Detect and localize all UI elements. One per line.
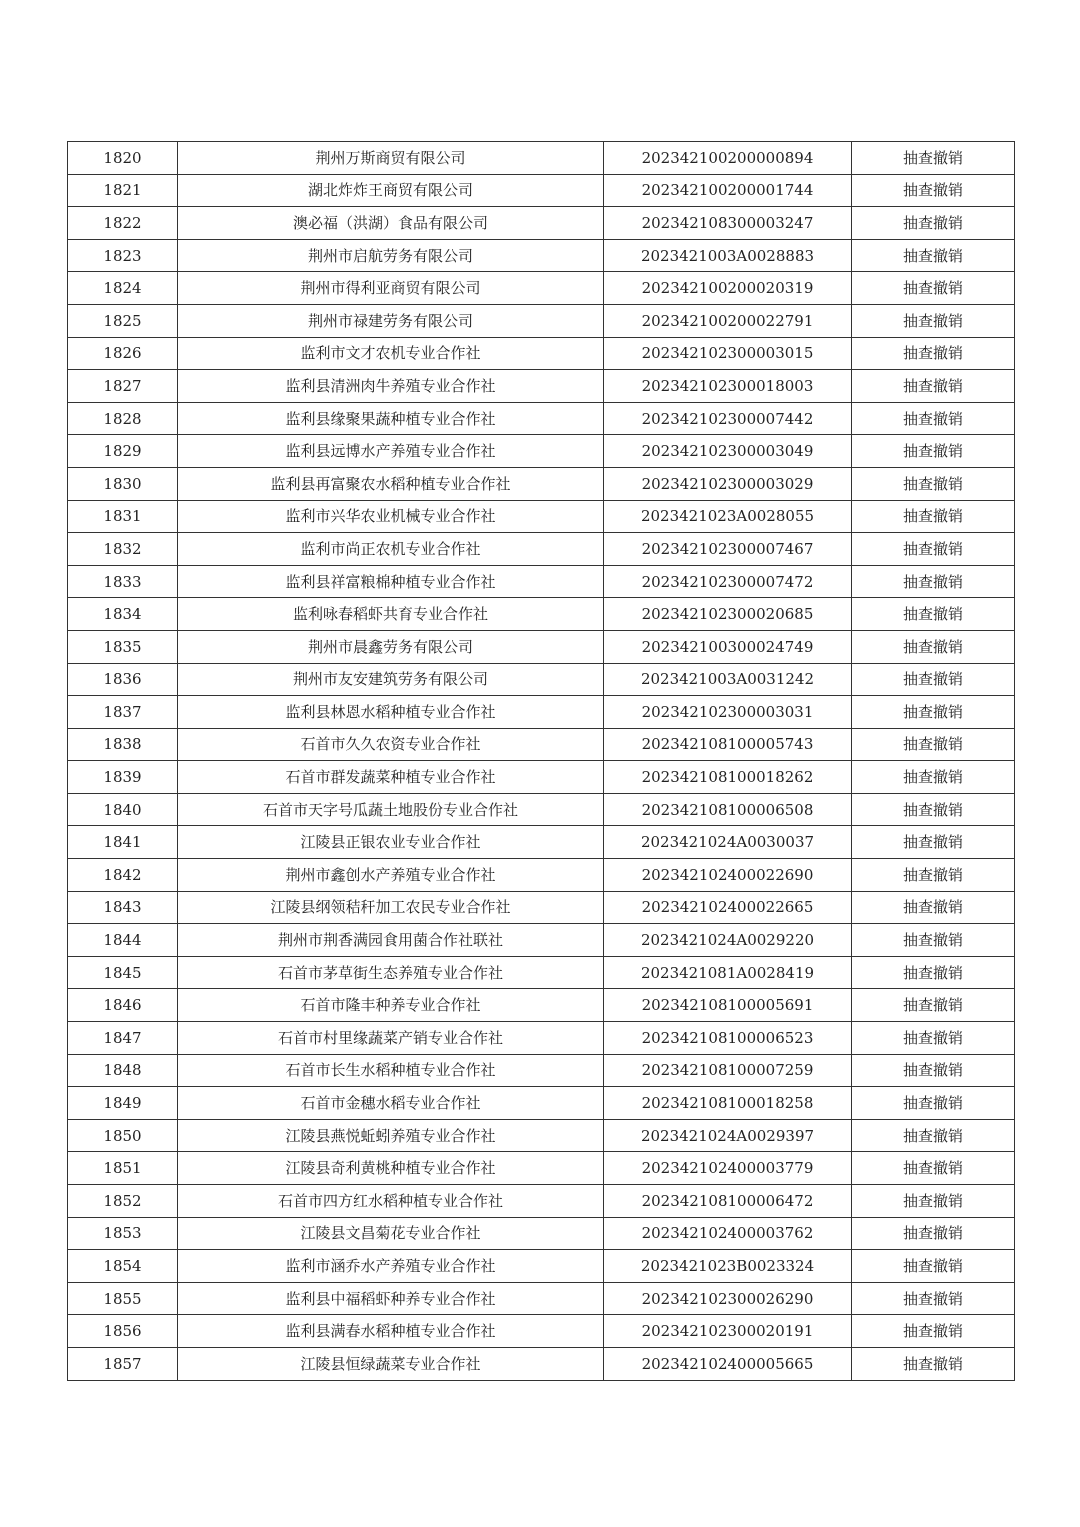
row-number-cell: 1830 [68, 467, 178, 500]
row-number-cell: 1843 [68, 891, 178, 924]
company-name-cell: 监利市尚正农机专业合作社 [178, 533, 604, 566]
registration-code-cell: 202342102300003031 [604, 696, 852, 729]
row-number-cell: 1822 [68, 207, 178, 240]
row-number-cell: 1829 [68, 435, 178, 468]
status-cell: 抽查撤销 [852, 1152, 1015, 1185]
status-cell: 抽查撤销 [852, 1315, 1015, 1348]
row-number-cell: 1831 [68, 500, 178, 533]
table-row [68, 696, 1015, 729]
revocation-table [67, 141, 1015, 1381]
status-cell: 抽查撤销 [852, 891, 1015, 924]
company-name-cell: 石首市天字号瓜蔬土地股份专业合作社 [178, 793, 604, 826]
registration-code-cell: 202342108100006508 [604, 793, 852, 826]
table-row [68, 533, 1015, 566]
table-row [68, 630, 1015, 663]
row-number-cell: 1821 [68, 174, 178, 207]
registration-code-cell: 2023421023A0028055 [604, 500, 852, 533]
company-name-cell: 监利县满春水稻种植专业合作社 [178, 1315, 604, 1348]
status-cell: 抽查撤销 [852, 728, 1015, 761]
company-name-cell: 石首市村里缘蔬菜产销专业合作社 [178, 1022, 604, 1055]
company-name-cell: 荆州市启航劳务有限公司 [178, 239, 604, 272]
status-cell: 抽查撤销 [852, 956, 1015, 989]
registration-code-cell: 2023421024A0029220 [604, 924, 852, 957]
row-number-cell: 1844 [68, 924, 178, 957]
registration-code-cell: 202342100300024749 [604, 630, 852, 663]
table-row [68, 761, 1015, 794]
row-number-cell: 1857 [68, 1347, 178, 1380]
table-row [68, 337, 1015, 370]
registration-code-cell: 202342102300007467 [604, 533, 852, 566]
company-name-cell: 监利市涵乔水产养殖专业合作社 [178, 1250, 604, 1283]
registration-code-cell: 202342102400022690 [604, 859, 852, 892]
table-row [68, 207, 1015, 240]
table-body [68, 142, 1015, 1381]
registration-code-cell: 202342102300020685 [604, 598, 852, 631]
registration-code-cell: 2023421003A0031242 [604, 663, 852, 696]
status-cell: 抽查撤销 [852, 1185, 1015, 1218]
table-row [68, 370, 1015, 403]
registration-code-cell: 202342100200020319 [604, 272, 852, 305]
row-number-cell: 1835 [68, 630, 178, 663]
company-name-cell: 监利咏春稻虾共育专业合作社 [178, 598, 604, 631]
table-row [68, 1087, 1015, 1120]
table-row [68, 1217, 1015, 1250]
status-cell: 抽查撤销 [852, 1054, 1015, 1087]
status-cell: 抽查撤销 [852, 1347, 1015, 1380]
company-name-cell: 监利市兴华农业机械专业合作社 [178, 500, 604, 533]
registration-code-cell: 202342108100006472 [604, 1185, 852, 1218]
table-row [68, 989, 1015, 1022]
row-number-cell: 1823 [68, 239, 178, 272]
status-cell: 抽查撤销 [852, 142, 1015, 175]
row-number-cell: 1820 [68, 142, 178, 175]
row-number-cell: 1845 [68, 956, 178, 989]
row-number-cell: 1856 [68, 1315, 178, 1348]
status-cell: 抽查撤销 [852, 337, 1015, 370]
status-cell: 抽查撤销 [852, 207, 1015, 240]
status-cell: 抽查撤销 [852, 565, 1015, 598]
row-number-cell: 1846 [68, 989, 178, 1022]
company-name-cell: 石首市隆丰种养专业合作社 [178, 989, 604, 1022]
status-cell: 抽查撤销 [852, 696, 1015, 729]
registration-code-cell: 202342108100005691 [604, 989, 852, 1022]
table-row [68, 1315, 1015, 1348]
company-name-cell: 监利县中福稻虾种养专业合作社 [178, 1282, 604, 1315]
row-number-cell: 1847 [68, 1022, 178, 1055]
row-number-cell: 1849 [68, 1087, 178, 1120]
table-row [68, 174, 1015, 207]
company-name-cell: 监利县远博水产养殖专业合作社 [178, 435, 604, 468]
table-row [68, 956, 1015, 989]
company-name-cell: 澳必福（洪湖）食品有限公司 [178, 207, 604, 240]
registration-code-cell: 202342102300003049 [604, 435, 852, 468]
row-number-cell: 1834 [68, 598, 178, 631]
registration-code-cell: 2023421024A0030037 [604, 826, 852, 859]
row-number-cell: 1838 [68, 728, 178, 761]
row-number-cell: 1842 [68, 859, 178, 892]
table-row [68, 891, 1015, 924]
registration-code-cell: 202342100200022791 [604, 304, 852, 337]
status-cell: 抽查撤销 [852, 1217, 1015, 1250]
status-cell: 抽查撤销 [852, 630, 1015, 663]
status-cell: 抽查撤销 [852, 793, 1015, 826]
table-row [68, 272, 1015, 305]
registration-code-cell: 202342108300003247 [604, 207, 852, 240]
table-row [68, 1250, 1015, 1283]
row-number-cell: 1840 [68, 793, 178, 826]
row-number-cell: 1825 [68, 304, 178, 337]
row-number-cell: 1854 [68, 1250, 178, 1283]
registration-code-cell: 202342102400022665 [604, 891, 852, 924]
status-cell: 抽查撤销 [852, 500, 1015, 533]
company-name-cell: 湖北炸炸王商贸有限公司 [178, 174, 604, 207]
table-row [68, 402, 1015, 435]
company-name-cell: 荆州万斯商贸有限公司 [178, 142, 604, 175]
status-cell: 抽查撤销 [852, 239, 1015, 272]
registration-code-cell: 2023421024A0029397 [604, 1119, 852, 1152]
row-number-cell: 1855 [68, 1282, 178, 1315]
status-cell: 抽查撤销 [852, 174, 1015, 207]
table-row [68, 239, 1015, 272]
company-name-cell: 江陵县纲领秸秆加工农民专业合作社 [178, 891, 604, 924]
registration-code-cell: 202342108100007259 [604, 1054, 852, 1087]
status-cell: 抽查撤销 [852, 1022, 1015, 1055]
status-cell: 抽查撤销 [852, 370, 1015, 403]
status-cell: 抽查撤销 [852, 663, 1015, 696]
status-cell: 抽查撤销 [852, 467, 1015, 500]
table-row [68, 826, 1015, 859]
status-cell: 抽查撤销 [852, 533, 1015, 566]
company-name-cell: 石首市茅草街生态养殖专业合作社 [178, 956, 604, 989]
table-row [68, 565, 1015, 598]
registration-code-cell: 2023421023B0023324 [604, 1250, 852, 1283]
company-name-cell: 荆州市得利亚商贸有限公司 [178, 272, 604, 305]
registration-code-cell: 202342108100018262 [604, 761, 852, 794]
revocation-table-container [67, 141, 1014, 1381]
status-cell: 抽查撤销 [852, 924, 1015, 957]
company-name-cell: 石首市四方红水稻种植专业合作社 [178, 1185, 604, 1218]
registration-code-cell: 202342102300020191 [604, 1315, 852, 1348]
company-name-cell: 监利县祥富粮棉种植专业合作社 [178, 565, 604, 598]
company-name-cell: 监利县林恩水稻种植专业合作社 [178, 696, 604, 729]
status-cell: 抽查撤销 [852, 272, 1015, 305]
company-name-cell: 石首市久久农资专业合作社 [178, 728, 604, 761]
registration-code-cell: 202342108100005743 [604, 728, 852, 761]
company-name-cell: 石首市群发蔬菜种植专业合作社 [178, 761, 604, 794]
company-name-cell: 荆州市鑫创水产养殖专业合作社 [178, 859, 604, 892]
status-cell: 抽查撤销 [852, 859, 1015, 892]
table-row [68, 663, 1015, 696]
registration-code-cell: 202342102300003015 [604, 337, 852, 370]
company-name-cell: 江陵县奇利黄桃种植专业合作社 [178, 1152, 604, 1185]
table-row [68, 1282, 1015, 1315]
row-number-cell: 1841 [68, 826, 178, 859]
row-number-cell: 1836 [68, 663, 178, 696]
row-number-cell: 1824 [68, 272, 178, 305]
table-row [68, 304, 1015, 337]
registration-code-cell: 202342100200001744 [604, 174, 852, 207]
company-name-cell: 荆州市荆香满园食用菌合作社联社 [178, 924, 604, 957]
row-number-cell: 1833 [68, 565, 178, 598]
status-cell: 抽查撤销 [852, 1250, 1015, 1283]
row-number-cell: 1826 [68, 337, 178, 370]
table-row [68, 1185, 1015, 1218]
table-row [68, 467, 1015, 500]
table-row [68, 435, 1015, 468]
company-name-cell: 荆州市禄建劳务有限公司 [178, 304, 604, 337]
status-cell: 抽查撤销 [852, 598, 1015, 631]
company-name-cell: 荆州市晨鑫劳务有限公司 [178, 630, 604, 663]
table-row [68, 142, 1015, 175]
status-cell: 抽查撤销 [852, 1087, 1015, 1120]
table-row [68, 728, 1015, 761]
registration-code-cell: 2023421003A0028883 [604, 239, 852, 272]
table-row [68, 1119, 1015, 1152]
company-name-cell: 荆州市友安建筑劳务有限公司 [178, 663, 604, 696]
status-cell: 抽查撤销 [852, 761, 1015, 794]
table-row [68, 500, 1015, 533]
registration-code-cell: 202342102400003762 [604, 1217, 852, 1250]
status-cell: 抽查撤销 [852, 435, 1015, 468]
company-name-cell: 石首市长生水稻种植专业合作社 [178, 1054, 604, 1087]
table-row [68, 1152, 1015, 1185]
company-name-cell: 江陵县文昌菊花专业合作社 [178, 1217, 604, 1250]
row-number-cell: 1851 [68, 1152, 178, 1185]
company-name-cell: 监利市文才农机专业合作社 [178, 337, 604, 370]
status-cell: 抽查撤销 [852, 304, 1015, 337]
table-row [68, 1054, 1015, 1087]
table-row [68, 859, 1015, 892]
registration-code-cell: 202342102300007442 [604, 402, 852, 435]
status-cell: 抽查撤销 [852, 989, 1015, 1022]
registration-code-cell: 202342102300026290 [604, 1282, 852, 1315]
company-name-cell: 监利县缘聚果蔬种植专业合作社 [178, 402, 604, 435]
status-cell: 抽查撤销 [852, 1282, 1015, 1315]
registration-code-cell: 202342108100018258 [604, 1087, 852, 1120]
registration-code-cell: 202342108100006523 [604, 1022, 852, 1055]
table-row [68, 1347, 1015, 1380]
company-name-cell: 江陵县正银农业专业合作社 [178, 826, 604, 859]
registration-code-cell: 202342102300007472 [604, 565, 852, 598]
registration-code-cell: 202342102400003779 [604, 1152, 852, 1185]
company-name-cell: 监利县清洲肉牛养殖专业合作社 [178, 370, 604, 403]
row-number-cell: 1848 [68, 1054, 178, 1087]
company-name-cell: 石首市金穗水稻专业合作社 [178, 1087, 604, 1120]
registration-code-cell: 2023421081A0028419 [604, 956, 852, 989]
row-number-cell: 1853 [68, 1217, 178, 1250]
row-number-cell: 1839 [68, 761, 178, 794]
registration-code-cell: 202342100200000894 [604, 142, 852, 175]
company-name-cell: 江陵县燕悦蚯蚓养殖专业合作社 [178, 1119, 604, 1152]
table-row [68, 924, 1015, 957]
company-name-cell: 江陵县恒绿蔬菜专业合作社 [178, 1347, 604, 1380]
row-number-cell: 1832 [68, 533, 178, 566]
table-row [68, 598, 1015, 631]
table-row [68, 1022, 1015, 1055]
status-cell: 抽查撤销 [852, 826, 1015, 859]
registration-code-cell: 202342102400005665 [604, 1347, 852, 1380]
registration-code-cell: 202342102300003029 [604, 467, 852, 500]
row-number-cell: 1837 [68, 696, 178, 729]
row-number-cell: 1827 [68, 370, 178, 403]
registration-code-cell: 202342102300018003 [604, 370, 852, 403]
status-cell: 抽查撤销 [852, 1119, 1015, 1152]
status-cell: 抽查撤销 [852, 402, 1015, 435]
company-name-cell: 监利县再富聚农水稻种植专业合作社 [178, 467, 604, 500]
row-number-cell: 1852 [68, 1185, 178, 1218]
table-row [68, 793, 1015, 826]
row-number-cell: 1850 [68, 1119, 178, 1152]
row-number-cell: 1828 [68, 402, 178, 435]
